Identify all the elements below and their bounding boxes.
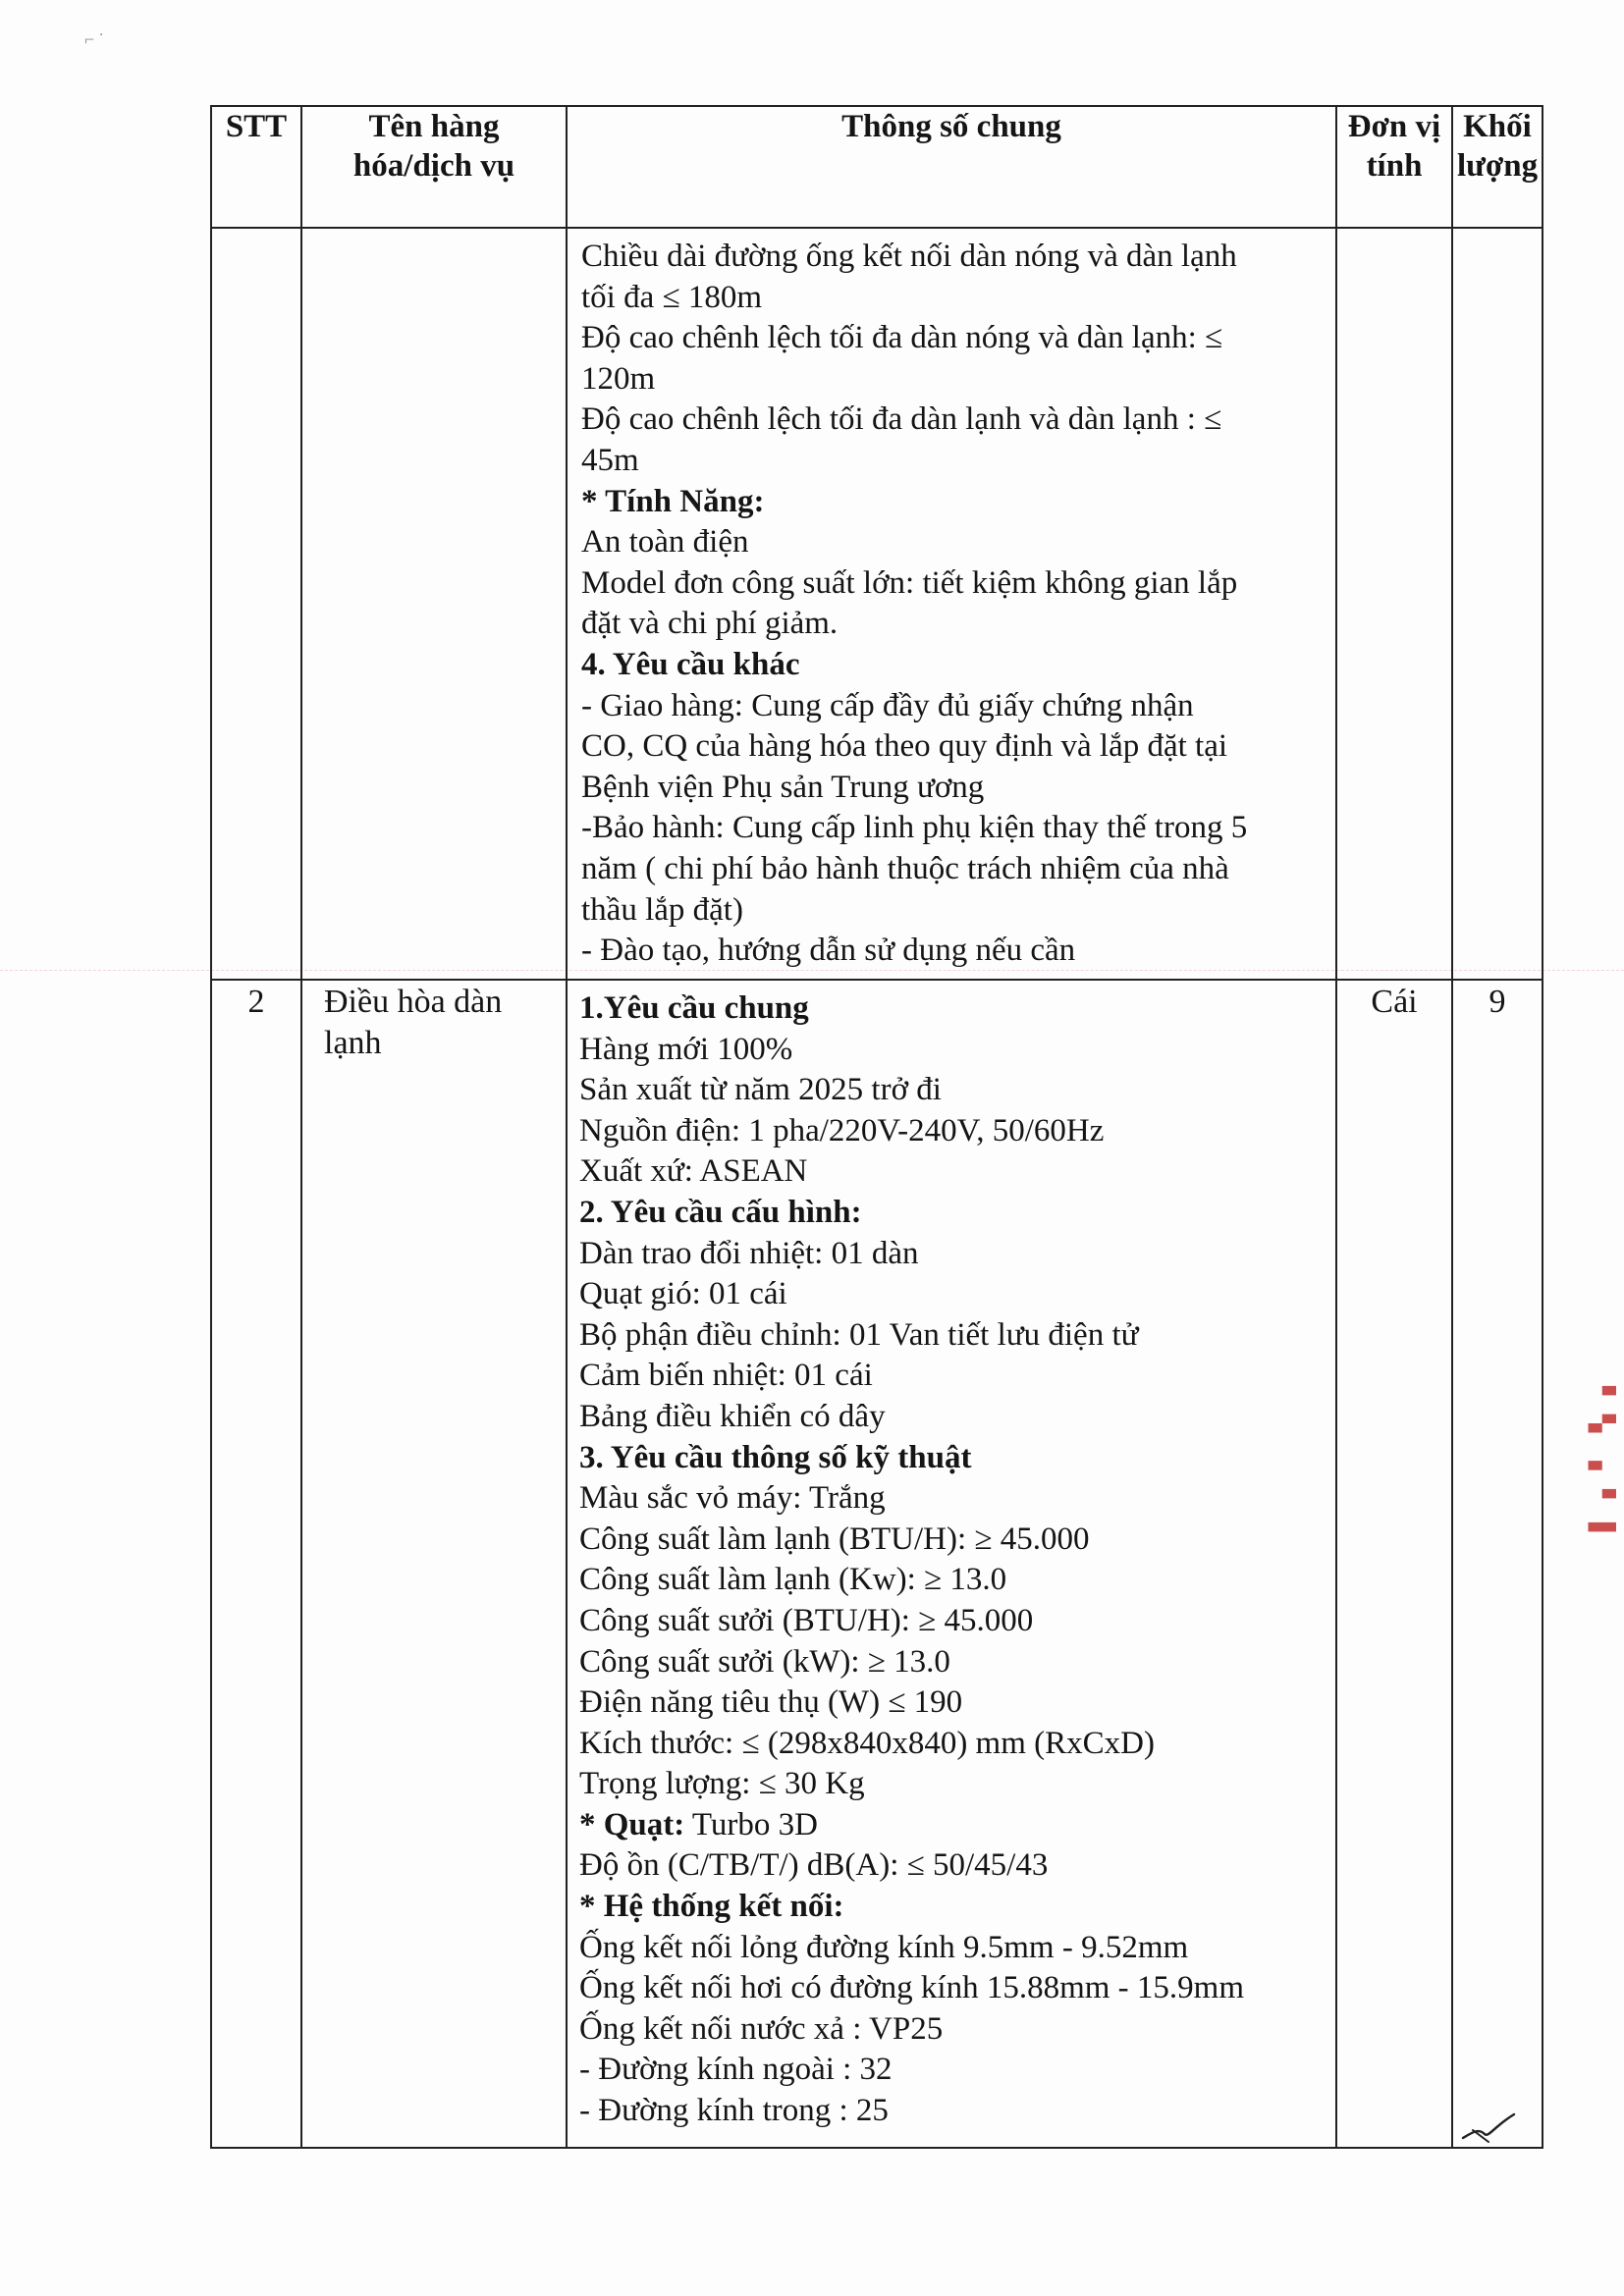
spec-line (581, 645, 1329, 686)
header-qty: Khối lượng (1452, 106, 1543, 228)
spec-line-text: Màu sắc vỏ máy: Trắng (579, 1480, 886, 1517)
spec-line (581, 278, 1329, 319)
spec-line (579, 1438, 1329, 1479)
spec-line (579, 2091, 1329, 2132)
spec-line-text: Chiều dài đường ống kết nối dàn nóng và dàn lạnh (581, 239, 1237, 274)
spec-line-text: thầu lắp đặt) (581, 891, 743, 928)
spec-line (581, 441, 1329, 482)
spec-line (581, 482, 1329, 523)
spec-line-text: Ống kết nối lỏng đường kính 9.5mm - 9.52mm (579, 1929, 1189, 1965)
spec-line (579, 1397, 1329, 1438)
red-stamp-mark: ▌▗ ▘ ▚ ▖ (1589, 1370, 1616, 1531)
spec-line (579, 1478, 1329, 1520)
specification-table (210, 105, 1543, 2149)
spec-line-text: 120m (581, 360, 656, 397)
spec-line-text: Độ ồn (C/TB/T/) dB(A): ≤ 50/45/43 (579, 1847, 1049, 1884)
spec-line (579, 1601, 1329, 1642)
spec-line-text: Quạt gió: 01 cái (579, 1276, 787, 1312)
spec-line-text: Bảng điều khiển có dây (579, 1398, 886, 1434)
cell-stt: 2 (211, 980, 301, 2148)
spec-line (581, 931, 1329, 972)
spec-line (579, 1070, 1329, 1111)
spec-line (579, 1560, 1329, 1601)
table-header-row (211, 106, 1543, 228)
spec-line (579, 1111, 1329, 1152)
spec-line (579, 1030, 1329, 1071)
spec-line (581, 890, 1329, 932)
spec-line-text: CO, CQ của hàng hóa theo quy định và lắp đặt tại (581, 728, 1228, 765)
spec-line-text: Hàng mới 100% (579, 1031, 793, 1067)
spec-line (581, 563, 1329, 605)
spec-line-text: Cảm biến nhiệt: 01 cái (579, 1358, 873, 1394)
spec-line-text: Trọng lượng: ≤ 30 Kg (579, 1766, 865, 1802)
spec-line (581, 400, 1329, 441)
spec-line (579, 1968, 1329, 2009)
spec-line (581, 808, 1329, 849)
spec-line (581, 359, 1329, 400)
spec-line-text: Nguồn điện: 1 pha/220V-240V, 50/60Hz (579, 1112, 1105, 1148)
cell-unit: Cái (1336, 980, 1452, 2148)
spec-line-text: - Đường kính ngoài : 32 (579, 2052, 893, 2088)
spec-line (579, 2009, 1329, 2051)
spec-line-text: An toàn điện (581, 524, 749, 561)
spec-line-text: năm ( chi phí bảo hành thuộc trách nhiệm của nhà (581, 850, 1229, 886)
spec-line (579, 1520, 1329, 1561)
table-row (211, 228, 1543, 980)
spec-line (581, 522, 1329, 563)
spec-line-text: 3. Yêu cầu thông số kỹ thuật (579, 1439, 972, 1475)
spec-line (581, 686, 1329, 727)
spec-line-text: - Giao hàng: Cung cấp đầy đủ giấy chứng nhận (581, 687, 1194, 723)
spec-line-text: Công suất làm lạnh (Kw): ≥ 13.0 (579, 1562, 1007, 1598)
spec-line-text: * Tính Năng: (581, 483, 765, 519)
spec-line (581, 849, 1329, 890)
spec-line-text: Model đơn công suất lớn: tiết kiệm không gian lắp (581, 564, 1238, 601)
spec-line-text: đặt và chi phí giảm. (581, 606, 839, 642)
spec-line (581, 318, 1329, 359)
table-row (211, 980, 1543, 2148)
header-stt: STT (211, 106, 301, 228)
spec-line-text: tối đa ≤ 180m (581, 279, 763, 315)
spec-line-text: Độ cao chênh lệch tối đa dàn lạnh và dàn lạnh : ≤ (581, 401, 1222, 438)
header-spec: Thông số chung (567, 106, 1336, 228)
spec-line (579, 988, 1329, 1030)
spec-line-text: Công suất làm lạnh (BTU/H): ≥ 45.000 (579, 1521, 1090, 1557)
spec-line (579, 1274, 1329, 1315)
spec-line (579, 2050, 1329, 2091)
spec-line (579, 1193, 1329, 1234)
spec-line (581, 768, 1329, 809)
scan-corner-mark: ⌐˙ (84, 29, 109, 49)
initial-signature (1459, 2109, 1518, 2148)
spec-line (579, 1356, 1329, 1397)
spec-line-rest: Turbo 3D (684, 1806, 818, 1842)
spec-line (579, 1805, 1329, 1846)
spec-line-text: - Đường kính trong : 25 (579, 2093, 889, 2129)
spec-line-text: Công suất sưởi (kW): ≥ 13.0 (579, 1643, 950, 1680)
spec-line-text: - Đào tạo, hướng dẫn sử dụng nếu cần (581, 933, 1076, 969)
spec-line-text: Dàn trao đổi nhiệt: 01 dàn (579, 1235, 919, 1271)
spec-line-text: Điện năng tiêu thụ (W) ≤ 190 (579, 1684, 963, 1721)
spec-line-text: Ống kết nối nước xả : VP25 (579, 2010, 944, 2047)
cell-name: Điều hòa dàn lạnh (301, 980, 567, 2148)
spec-line-text: 2. Yêu cầu cấu hình: (579, 1194, 862, 1230)
spec-line-text: Bộ phận điều chỉnh: 01 Van tiết lưu điện tử (579, 1316, 1139, 1353)
spec-line-text: Kích thước: ≤ (298x840x840) mm (RxCxD) (579, 1725, 1155, 1761)
cell-name (301, 228, 567, 980)
spec-line-text: * Quạt: (579, 1806, 685, 1842)
spec-line-text: Độ cao chênh lệch tối đa dàn nóng và dàn lạnh: ≤ (581, 320, 1223, 356)
spec-line (579, 1764, 1329, 1805)
spec-line-text: Xuất xứ: ASEAN (579, 1153, 808, 1190)
spec-line (579, 1642, 1329, 1683)
spec-line (579, 1151, 1329, 1193)
cell-spec (567, 228, 1336, 980)
spec-line-text: Ống kết nối hơi có đường kính 15.88mm - 15.9mm (579, 1970, 1244, 2006)
spec-line (581, 726, 1329, 768)
spec-line (579, 1315, 1329, 1357)
header-unit: Đơn vị tính (1336, 106, 1452, 228)
cell-qty: 9 (1452, 980, 1543, 2148)
spec-line (579, 1682, 1329, 1724)
cell-spec (567, 980, 1336, 2148)
spec-line-text: Bệnh viện Phụ sản Trung ương (581, 769, 985, 805)
spec-line (581, 604, 1329, 645)
spec-line-text: 45m (581, 442, 639, 478)
spec-line-text: 4. Yêu cầu khác (581, 646, 800, 682)
spec-line-text: * Hệ thống kết nối: (579, 1889, 844, 1925)
spec-line (579, 1234, 1329, 1275)
spec-line-text: -Bảo hành: Cung cấp linh phụ kiện thay thế trong 5 (581, 810, 1248, 846)
cell-unit (1336, 228, 1452, 980)
spec-line (579, 1928, 1329, 1969)
spec-line-text: Sản xuất từ năm 2025 trở đi (579, 1072, 942, 1108)
cell-qty (1452, 228, 1543, 980)
header-name: Tên hàng hóa/dịch vụ (301, 106, 567, 228)
spec-line-text: 1.Yêu cầu chung (579, 990, 809, 1026)
spec-line (579, 1887, 1329, 1928)
spec-line (579, 1724, 1329, 1765)
spec-line (579, 1845, 1329, 1887)
spec-line (581, 237, 1329, 278)
cell-stt (211, 228, 301, 980)
spec-line-text: Công suất sưởi (BTU/H): ≥ 45.000 (579, 1602, 1034, 1638)
